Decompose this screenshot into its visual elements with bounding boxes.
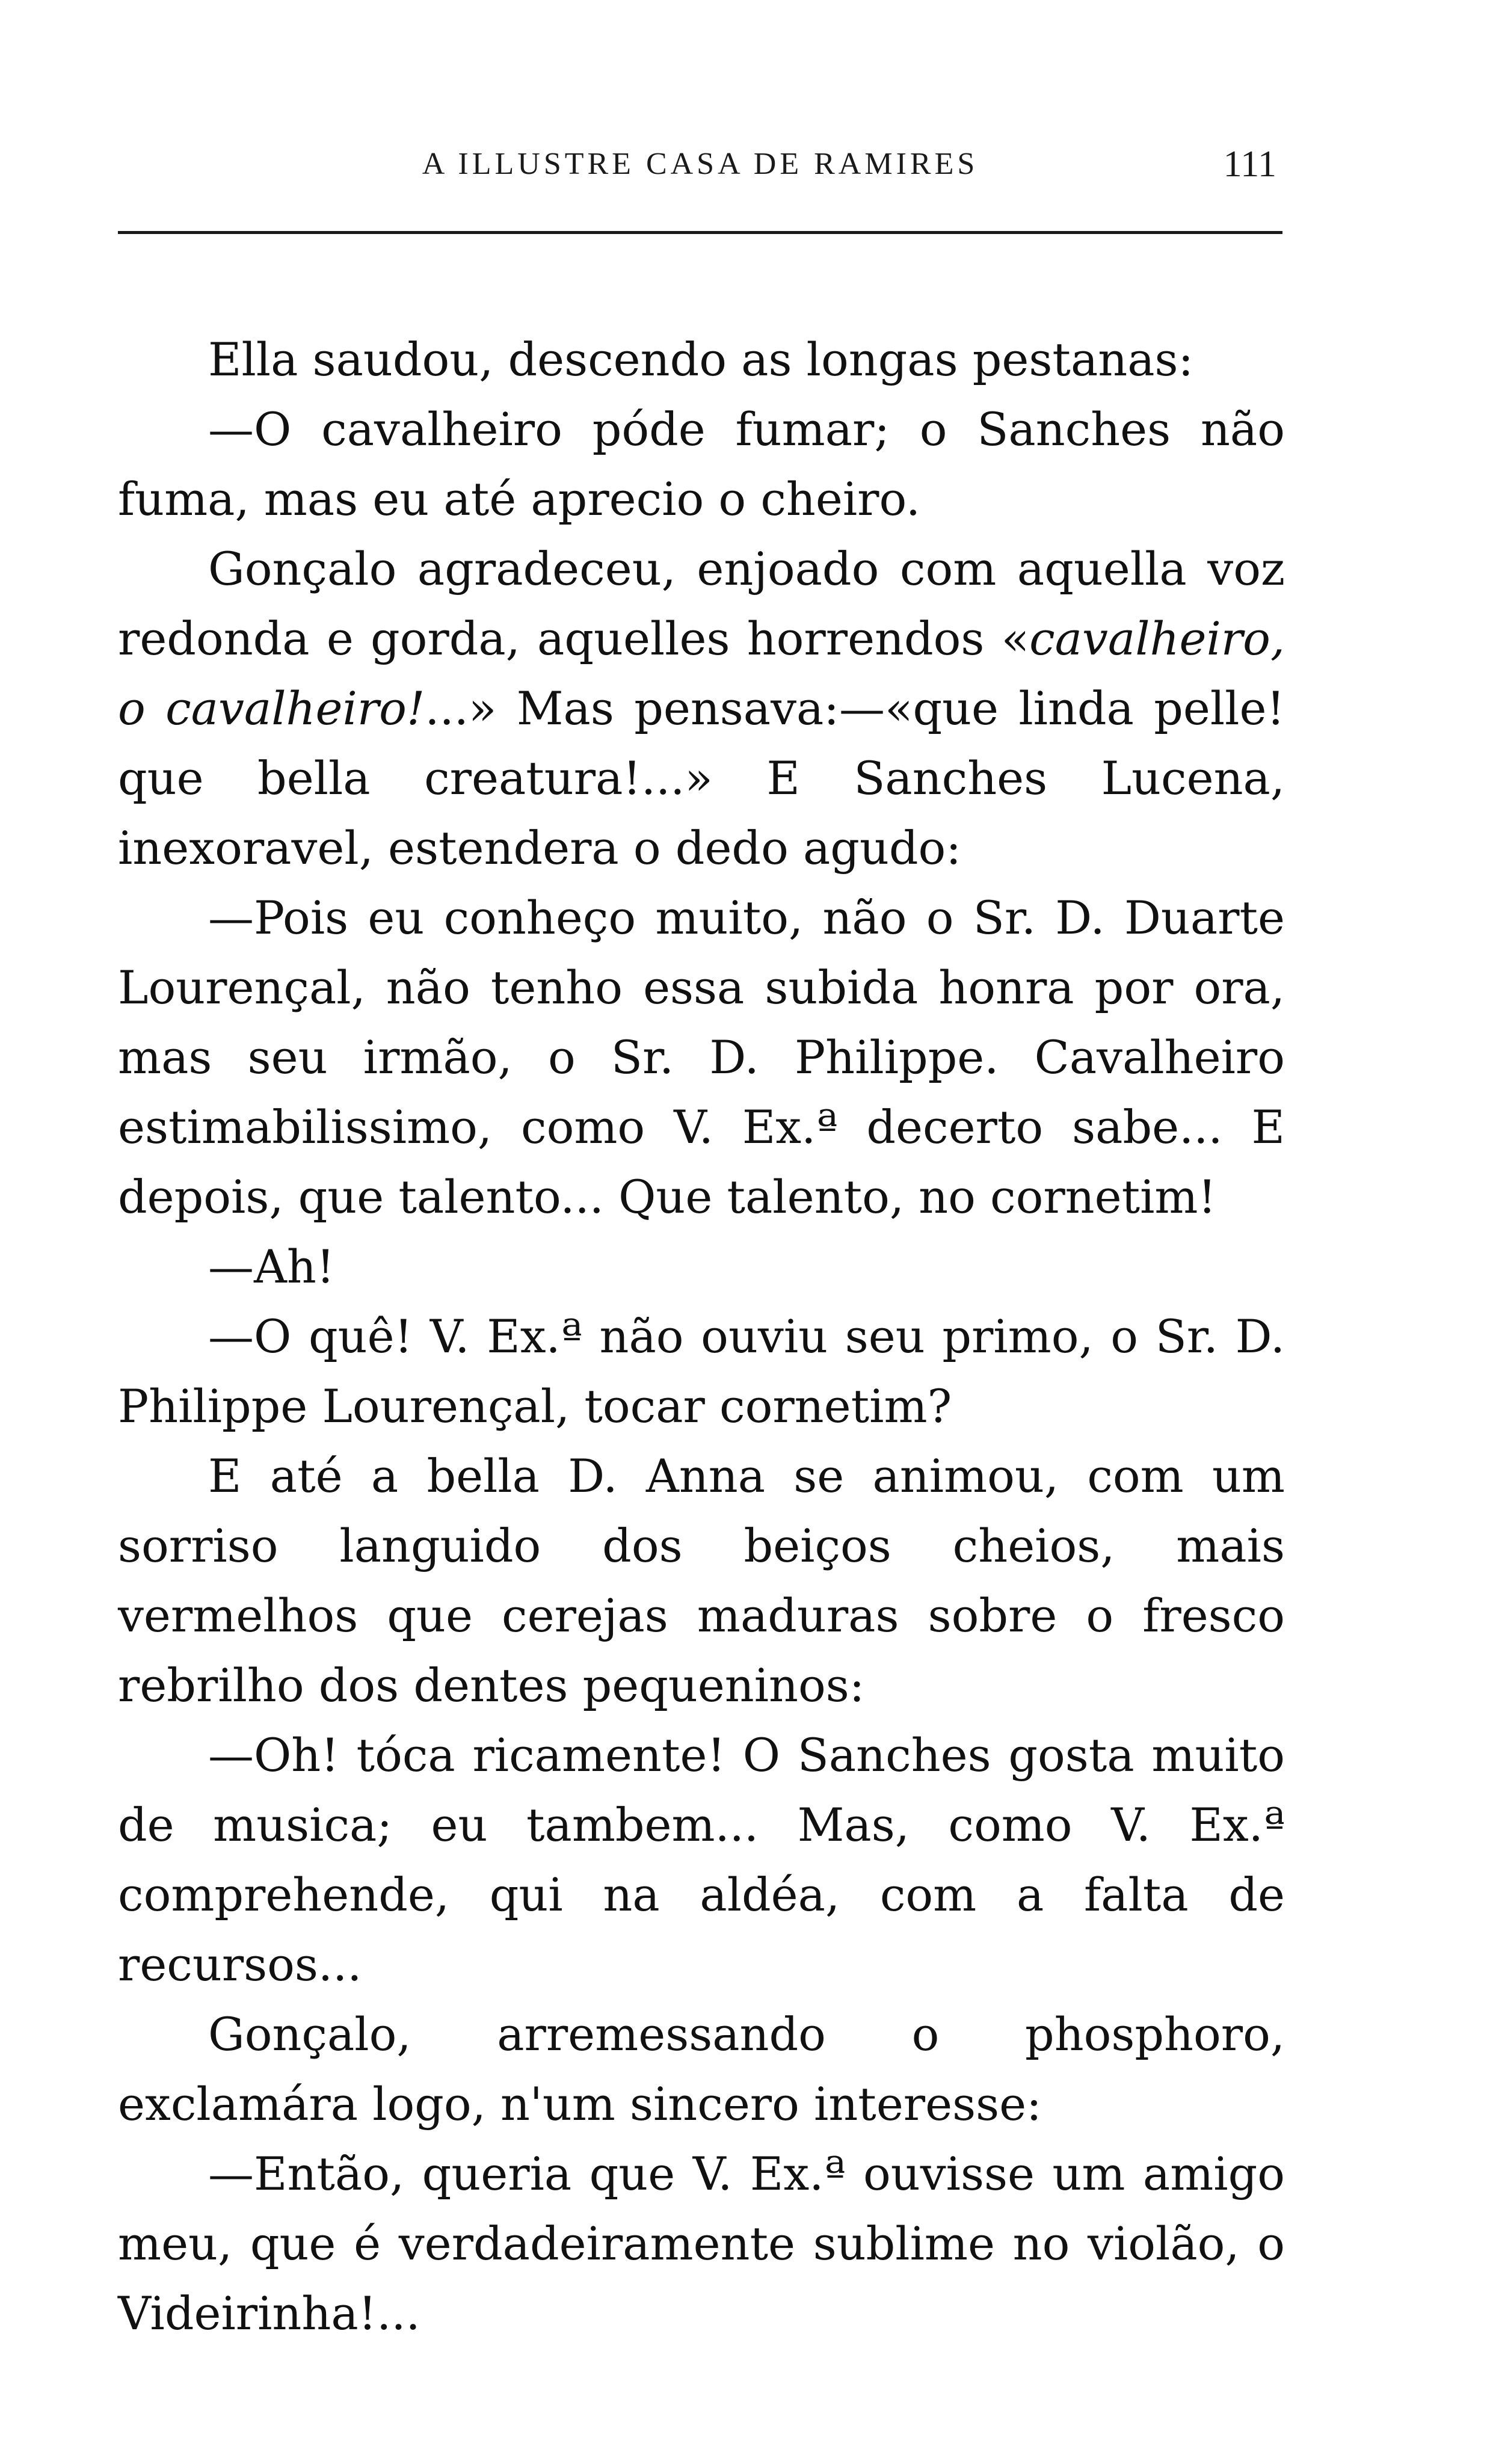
paragraph-text: Gonçalo agradeceu, enjoado com aquella voz redonda e gorda, aquelles horrendos «	[118, 542, 1285, 665]
paragraph	[118, 534, 1285, 883]
italic-quote: cavalheiro, o cavalheiro!	[118, 612, 1285, 735]
body-text	[118, 325, 1285, 2348]
paragraph: —Então, queria que V. Ex.ª ouvisse um amigo meu, que é verdadeiramente sublime no violão, o Videirinha!...	[118, 2147, 1285, 2340]
header-rule	[118, 231, 1282, 234]
running-head	[118, 143, 1282, 191]
page-number: 111	[1223, 144, 1276, 185]
paragraph: —O quê! V. Ex.ª não ouviu seu primo, o Sr. D. Philippe Lourençal, tocar cornetim?	[118, 1310, 1285, 1433]
paragraph: E até a bella D. Anna se animou, com um sorriso languido dos beiços cheios, mais vermelhos que cerejas maduras sobre o fresco rebrilho dos dentes pequeninos:	[118, 1449, 1285, 1712]
paragraph: Gonçalo, arremessando o phosphoro, exclamára logo, n'um sincero interesse:	[118, 2007, 1285, 2131]
paragraph: Ella saudou, descendo as longas pestanas:	[208, 333, 1194, 386]
paragraph: —Pois eu conheço muito, não o Sr. D. Duarte Lourençal, não tenho essa subida honra por ora, mas seu irmão, o Sr. D. Philippe. Cavalheiro estimabilissimo, como V. Ex.ª decerto sabe... E depois, que talento... Que talento, no cornetim!	[118, 891, 1285, 1224]
paragraph-text: ...» Mas pensava:—«que linda pelle! que bella creatura!...» E Sanches Lucena, inexoravel, estendera o dedo agudo:	[118, 682, 1285, 875]
paragraph: —Ah!	[208, 1240, 335, 1293]
running-title: A ILLUSTRE CASA DE RAMIRES	[422, 147, 979, 181]
paragraph: —O cavalheiro póde fumar; o Sanches não fuma, mas eu até aprecio o cheiro.	[118, 402, 1285, 526]
paragraph: —Oh! tóca ricamente! O Sanches gosta muito de musica; eu tambem... Mas, como V. Ex.ª comprehende, qui na aldéa, com a falta de recursos...	[118, 1728, 1285, 1991]
